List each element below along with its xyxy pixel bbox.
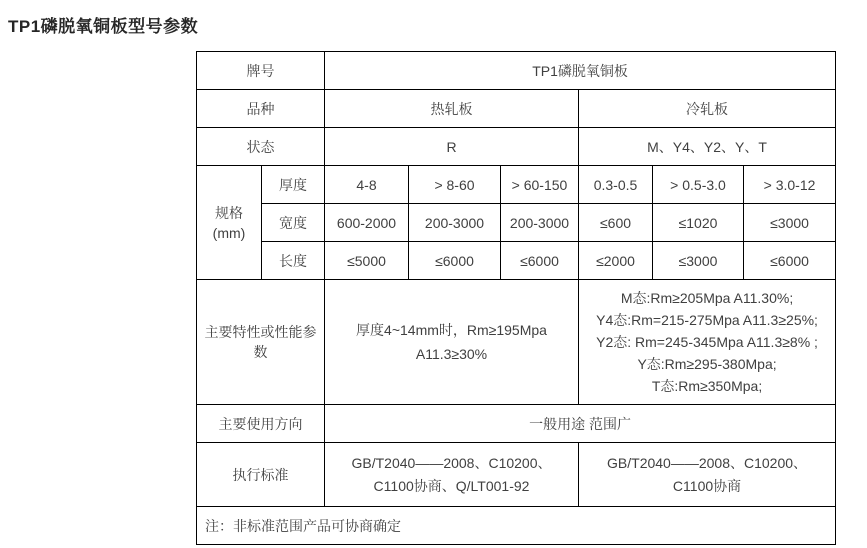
- performance-hot-value: [325, 280, 579, 405]
- width-value-5: ≤1020: [653, 204, 744, 242]
- thickness-value-3: > 60-150: [501, 166, 579, 204]
- length-value-6: ≤6000: [744, 242, 836, 280]
- length-value-2: ≤6000: [409, 242, 501, 280]
- standard-row: [197, 443, 836, 507]
- width-value-4: ≤600: [579, 204, 653, 242]
- width-value-1: 600-2000: [325, 204, 409, 242]
- performance-hot-line1: 厚度4~14mm时，Rm≥195Mpa: [356, 322, 547, 338]
- variety-hot-value: 热轧板: [325, 90, 579, 128]
- variety-cold-value: 冷轧板: [579, 90, 836, 128]
- performance-label: 主要特性或性能参数: [197, 280, 325, 405]
- spec-thickness-row: [197, 166, 836, 204]
- width-value-6: ≤3000: [744, 204, 836, 242]
- width-label: 宽度: [262, 204, 325, 242]
- length-value-4: ≤2000: [579, 242, 653, 280]
- standard-cold-value: [579, 443, 836, 507]
- performance-cold-line2: Y4态:Rm=215-275Mpa A11.3≥25%;: [596, 312, 818, 328]
- spec-label: [197, 166, 262, 280]
- width-value-2: 200-3000: [409, 204, 501, 242]
- spec-width-row: [197, 204, 836, 242]
- parameter-table: [196, 51, 836, 545]
- page-title: TP1磷脱氧铜板型号参数: [8, 17, 199, 36]
- spec-label-line1: 规格: [215, 204, 243, 221]
- performance-row: [197, 280, 836, 405]
- brand-value: TP1磷脱氧铜板: [325, 52, 836, 90]
- spec-label-line2: (mm): [212, 224, 246, 241]
- note-row: [197, 507, 836, 545]
- standard-label: 执行标准: [197, 443, 325, 507]
- variety-row: [197, 90, 836, 128]
- thickness-value-2: > 8-60: [409, 166, 501, 204]
- usage-row: [197, 405, 836, 443]
- usage-label: 主要使用方向: [197, 405, 325, 443]
- thickness-label: 厚度: [262, 166, 325, 204]
- note-text: 注：非标准范围产品可协商确定: [197, 507, 836, 545]
- thickness-value-4: 0.3-0.5: [579, 166, 653, 204]
- thickness-value-1: 4-8: [325, 166, 409, 204]
- brand-row: [197, 52, 836, 90]
- state-cold-value: M、Y4、Y2、Y、T: [579, 128, 836, 166]
- performance-cold-line3: Y2态: Rm=245-345Mpa A11.3≥8% ;: [596, 334, 818, 350]
- length-value-3: ≤6000: [501, 242, 579, 280]
- state-row: [197, 128, 836, 166]
- performance-cold-line4: Y态:Rm≥295-380Mpa;: [637, 356, 777, 372]
- width-value-3: 200-3000: [501, 204, 579, 242]
- thickness-value-5: > 0.5-3.0: [653, 166, 744, 204]
- performance-cold-line5: T态:Rm≥350Mpa;: [651, 378, 763, 394]
- spec-length-row: [197, 242, 836, 280]
- performance-cold-value: [579, 280, 836, 405]
- standard-hot-value: [325, 443, 579, 507]
- thickness-value-6: > 3.0-12: [744, 166, 836, 204]
- performance-cold-line1: M态:Rm≥205Mpa A11.30%;: [620, 290, 794, 306]
- state-hot-value: R: [325, 128, 579, 166]
- length-label: 长度: [262, 242, 325, 280]
- length-value-1: ≤5000: [325, 242, 409, 280]
- usage-value: 一般用途 范围广: [325, 405, 836, 443]
- length-value-5: ≤3000: [653, 242, 744, 280]
- standard-hot-line1: GB/T2040——2008、C10200、: [351, 454, 552, 471]
- standard-cold-line1: GB/T2040——2008、C10200、: [607, 454, 808, 471]
- state-label: 状态: [197, 128, 325, 166]
- performance-hot-line2: A11.3≥30%: [415, 346, 488, 362]
- variety-label: 品种: [197, 90, 325, 128]
- brand-label: 牌号: [197, 52, 325, 90]
- standard-cold-line2: C1100协商: [672, 477, 742, 494]
- standard-hot-line2: C1100协商、Q/LT001-92: [373, 477, 530, 494]
